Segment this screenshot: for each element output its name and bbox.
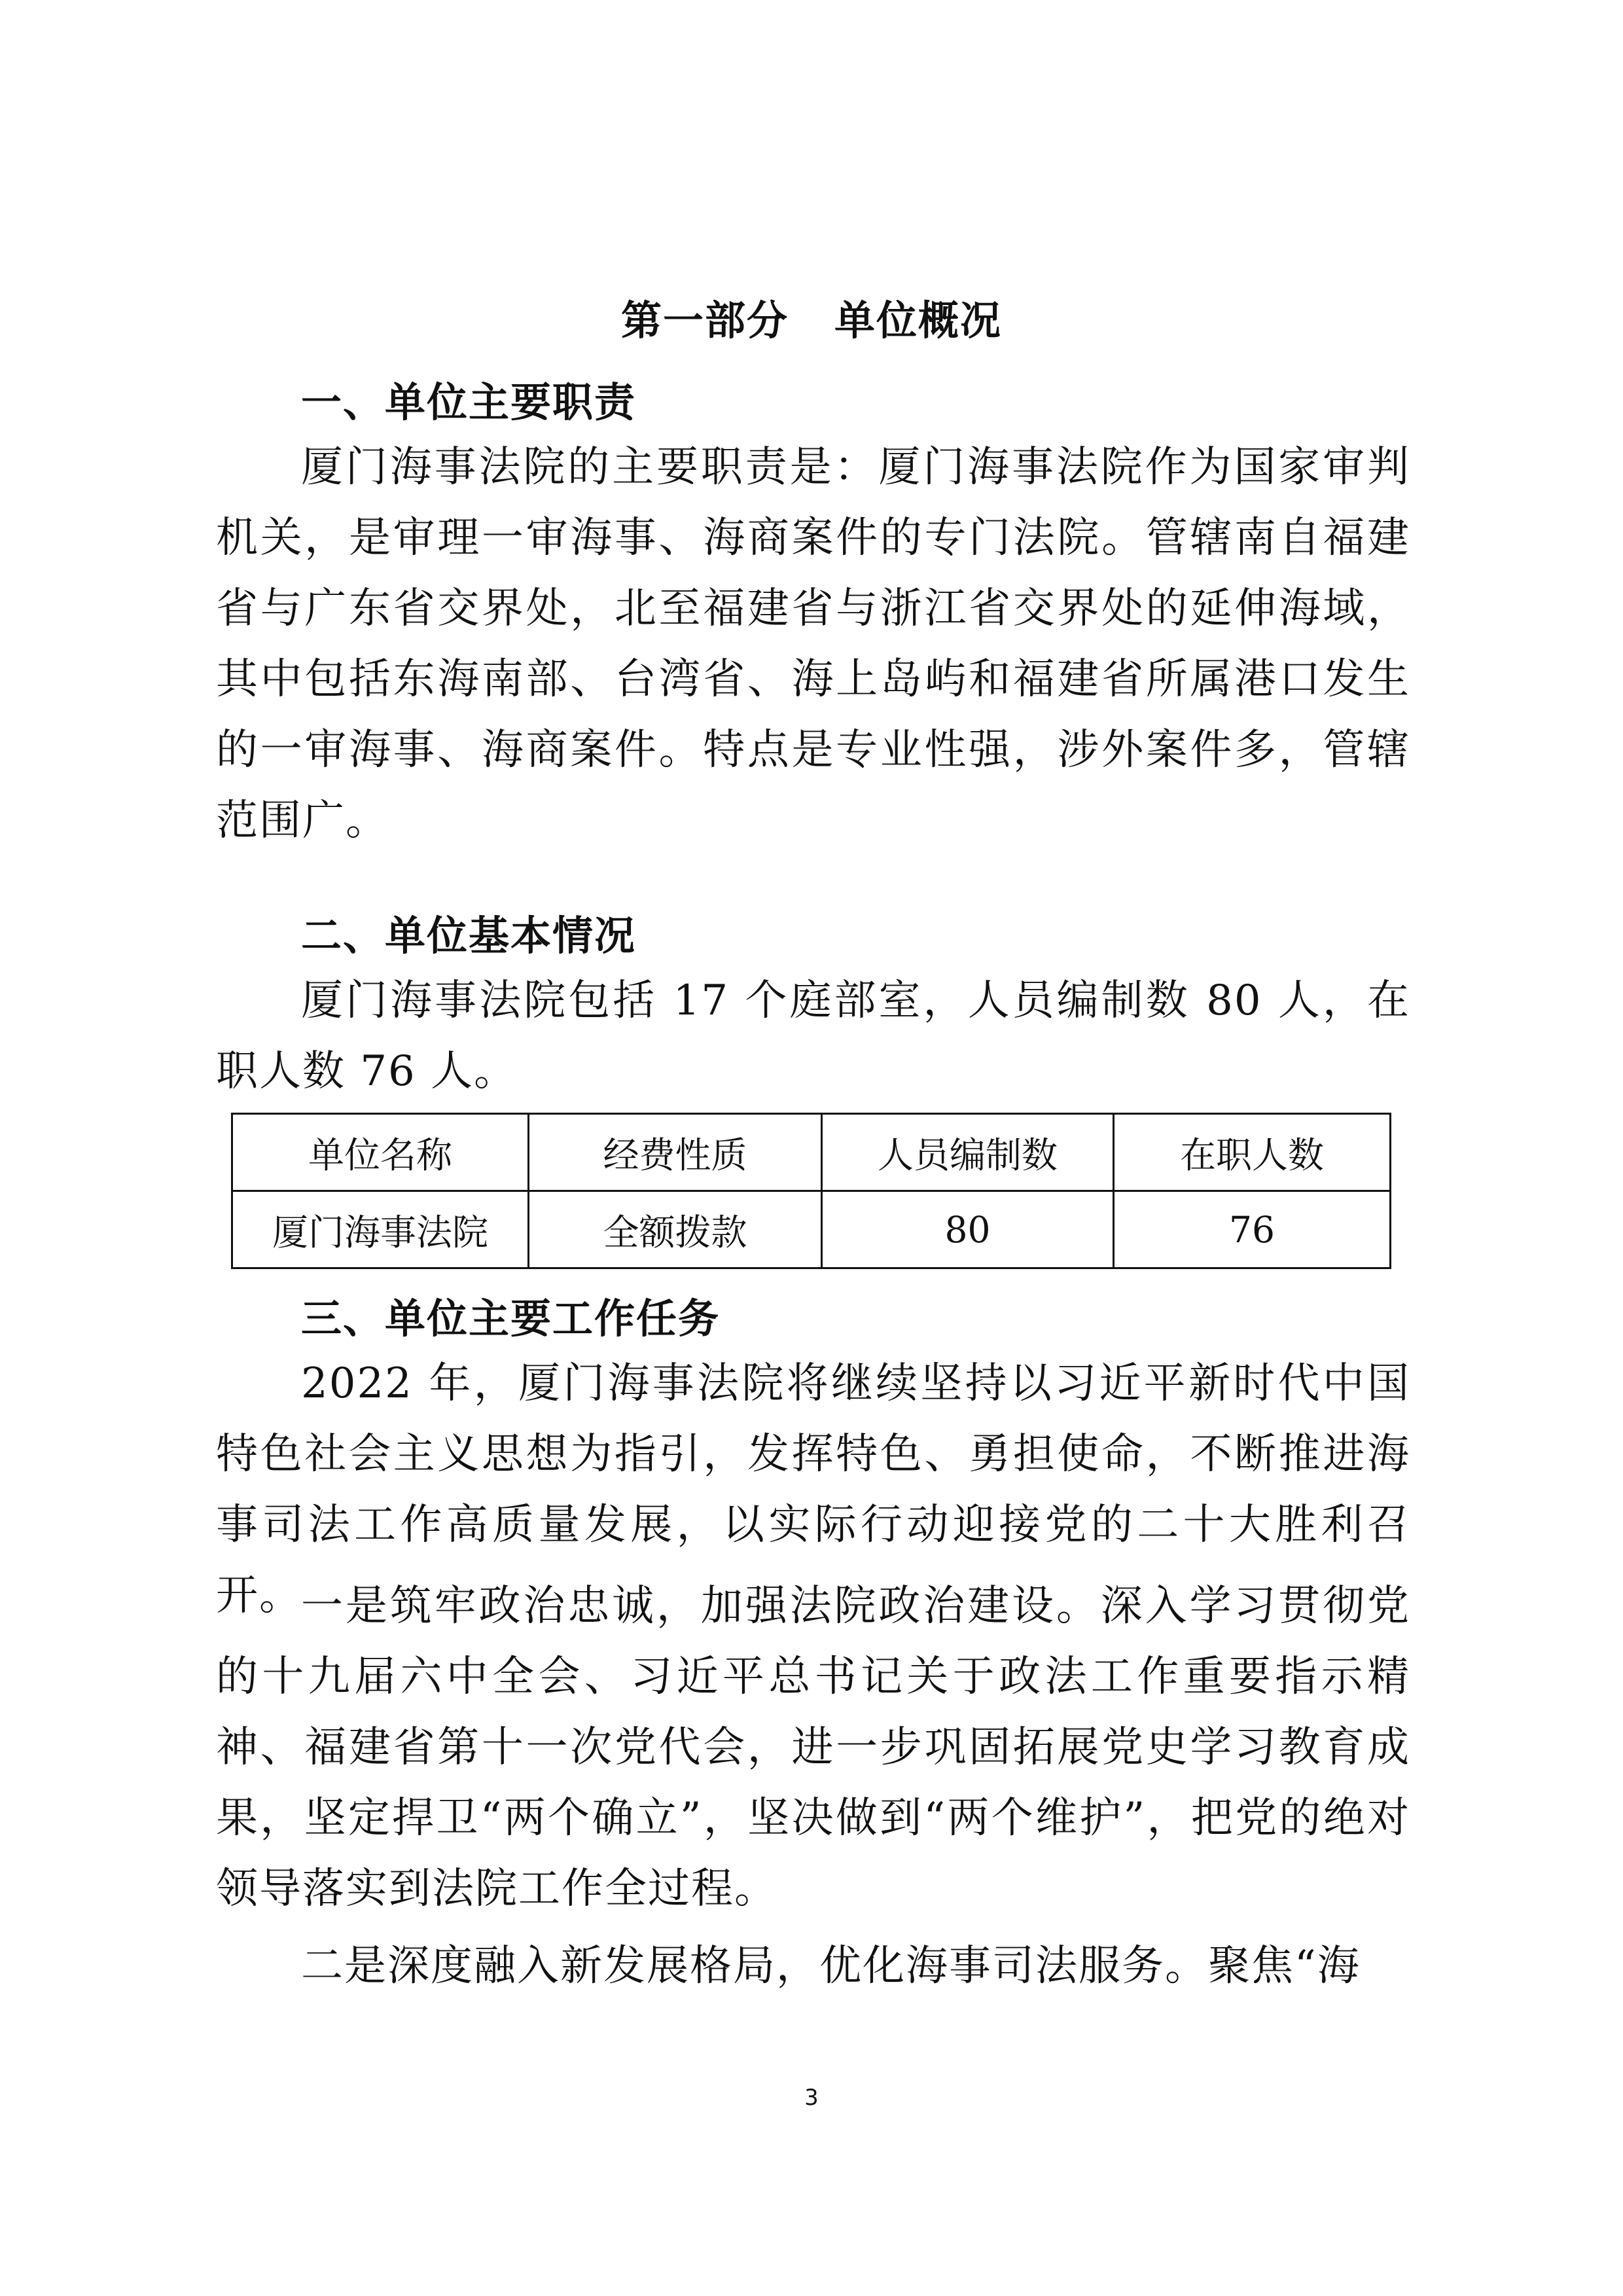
paragraph-work-tasks-intro: 2022 年，厦门海事法院将继续坚持以习近平新时代中国特色社会主义思想为指引，发挥特色、勇担使命，不断推进海事司法工作高质量发展，以实际行动迎接党的二十大胜利召开。 — [216, 1359, 1410, 1620]
table-cell: 76 — [1114, 1191, 1391, 1268]
section-heading-duties: 一、单位主要职责 — [301, 378, 637, 426]
paragraph-duties: 厦门海事法院的主要职责是：厦门海事法院作为国家审判机关，是审理一审海事、海商案件的专门法院。管辖南自福建省与广东省交界处，北至福建省与浙江省交界处的延伸海域，其中包括东海南部、台湾省、海上岛屿和福建省所属港口发生的一审海事、海商案件。特点是专业性强，涉外案件多，管辖范围广。 — [216, 443, 1410, 845]
table-header-cell: 人员编制数 — [822, 1114, 1114, 1191]
part-label: 第一部分 — [620, 296, 789, 344]
table-row — [232, 1191, 1391, 1268]
table-header-cell: 经费性质 — [529, 1114, 822, 1191]
table-cell: 厦门海事法院 — [232, 1191, 529, 1268]
table-header-cell: 在职人数 — [1114, 1114, 1391, 1191]
table-cell: 全额拨款 — [529, 1191, 822, 1268]
paragraph-work-tasks-2: 二是深度融入新发展格局，优化海事司法服务。聚焦“海 — [301, 1942, 1361, 1990]
part-name: 单位概况 — [834, 296, 1003, 344]
paragraph-work-tasks-1: 一是筑牢政治忠诚，加强法院政治建设。深入学习贯彻党的十九届六中全会、习近平总书记关于政法工作重要指示精神、福建省第十一次党代会，进一步巩固拓展党史学习教育成果，坚定捍卫“两个确立”，坚决做到“两个维护”，把党的绝对领导落实到法院工作全过程。 — [216, 1582, 1410, 1913]
section-heading-basic-info: 二、单位基本情况 — [301, 912, 637, 960]
staffing-table — [231, 1113, 1391, 1269]
paragraph-basic-info: 厦门海事法院包括 17 个庭部室，人员编制数 80 人，在职人数 76 人。 — [216, 977, 1410, 1096]
part-title — [0, 288, 1623, 346]
page-number: 3 — [804, 2085, 819, 2111]
table-header-row — [232, 1114, 1391, 1191]
table-cell: 80 — [822, 1191, 1114, 1268]
table-header-cell: 单位名称 — [232, 1114, 529, 1191]
section-heading-work-tasks: 三、单位主要工作任务 — [301, 1295, 721, 1342]
